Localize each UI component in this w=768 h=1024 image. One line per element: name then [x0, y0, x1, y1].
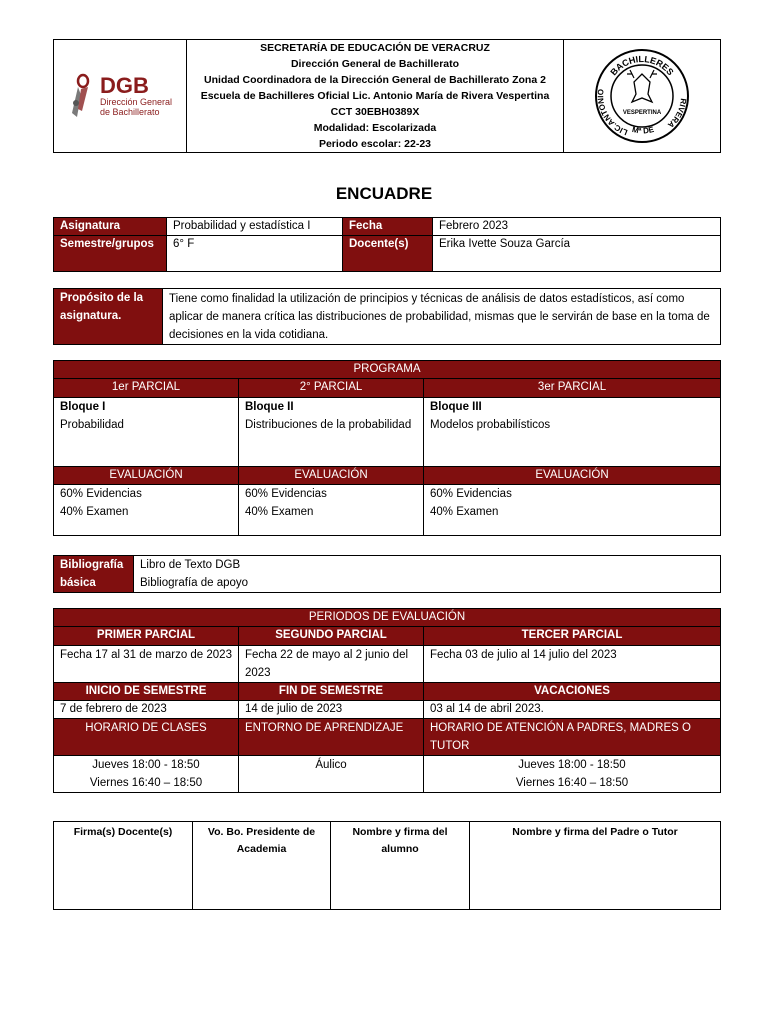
dgb-emblem-icon [68, 73, 94, 119]
semester-value: 6° F [167, 236, 343, 272]
learning-environment [239, 756, 424, 793]
bibliography-item: Libro de Texto DGB [140, 559, 241, 571]
subject-value: Probabilidad y estadística I [167, 218, 343, 236]
school-seal-cell [564, 40, 721, 153]
period-header: HORARIO DE CLASES [54, 719, 239, 756]
bibliography-table [53, 555, 721, 593]
bibliography-label-line: Bibliografía [60, 559, 124, 571]
period-value: Fecha 03 de julio al 14 julio del 2023 [424, 645, 721, 682]
bibliography-item: Bibliografía de apoyo [140, 577, 249, 589]
date-value: Febrero 2023 [433, 218, 721, 236]
evaluation-cell [424, 484, 721, 535]
evaluation-item: 60% Evidencias [60, 487, 142, 500]
purpose-label [54, 289, 163, 345]
period-header: ENTORNO DE APRENDIZAJE [239, 719, 424, 756]
purpose-text: Tiene como finalidad la utilización de principios y técnicas de análisis de datos estadísticos, así como aplicar de manera crítica las distribuciones de probabilidad, mismas que le servirán de base en la toma de decisiones en la vida cotidiana. [163, 289, 721, 345]
block-title: Bloque I [60, 400, 106, 413]
block-title: Bloque II [245, 400, 294, 413]
seal-bottom-text: Mª DE [631, 124, 655, 136]
purpose-label-line: Propósito de la [60, 292, 144, 304]
date-label: Fecha [343, 218, 433, 236]
header-text [187, 40, 564, 153]
header-line: SECRETARÍA DE EDUCACIÓN DE VERACRUZ [260, 42, 490, 54]
period-header: INICIO DE SEMESTRE [54, 682, 239, 700]
program-partial-header: 3er PARCIAL [424, 379, 721, 397]
periods-table [53, 608, 721, 793]
environment-value: Áulico [315, 759, 347, 771]
period-value: Fecha 17 al 31 de marzo de 2023 [54, 645, 239, 682]
evaluation-item: 60% Evidencias [245, 487, 327, 500]
evaluation-header: EVALUACIÓN [424, 466, 721, 484]
program-partial-header: 1er PARCIAL [54, 379, 239, 397]
program-table [53, 360, 721, 536]
teacher-label: Docente(s) [343, 236, 433, 272]
program-title: PROGRAMA [54, 361, 721, 379]
block-topic: Distribuciones de la probabilidad [245, 418, 412, 431]
header-line: Escuela de Bachilleres Oficial Lic. Antonio María de Rivera Vespertina [200, 90, 550, 102]
evaluation-item: 40% Examen [245, 505, 314, 518]
period-header: VACACIONES [424, 682, 721, 700]
dgb-sub-2: de Bachillerato [99, 107, 160, 118]
evaluation-header: EVALUACIÓN [239, 466, 424, 484]
program-block-cell [424, 397, 721, 466]
president-signature-cell: Vo. Bo. Presidente de Academia [193, 822, 331, 910]
period-header: SEGUNDO PARCIAL [239, 627, 424, 645]
period-header: FIN DE SEMESTRE [239, 682, 424, 700]
dgb-logo-cell [54, 40, 187, 153]
school-seal-icon [594, 48, 690, 144]
schedule-line: Jueves 18:00 - 18:50 [92, 759, 200, 771]
period-value: 7 de febrero de 2023 [54, 700, 239, 718]
period-header: HORARIO DE ATENCIÓN A PADRES, MADRES O TUTOR [424, 719, 721, 756]
evaluation-item: 40% Examen [60, 505, 129, 518]
schedule-line: Viernes 16:40 – 18:50 [515, 777, 629, 789]
header-line: Periodo escolar: 22-23 [318, 138, 432, 150]
teacher-signature-cell: Firma(s) Docente(s) [54, 822, 193, 910]
program-block-cell [54, 397, 239, 466]
dgb-sub-1: Dirección General [99, 97, 173, 108]
class-schedule [54, 756, 239, 793]
evaluation-cell [54, 484, 239, 535]
semester-label: Semestre/grupos [54, 236, 167, 272]
subject-table [53, 217, 721, 272]
program-partial-header: 2° PARCIAL [239, 379, 424, 397]
dgb-logo [54, 40, 186, 152]
period-value: Fecha 22 de mayo al 2 junio del 2023 [239, 645, 424, 682]
header-line: Unidad Coordinadora de la Dirección General de Bachillerato Zona 2 [204, 74, 546, 86]
header-line: Dirección General de Bachillerato [290, 58, 460, 70]
evaluation-item: 60% Evidencias [430, 487, 512, 500]
schedule-line: Jueves 18:00 - 18:50 [518, 759, 626, 771]
header-line: Modalidad: Escolarizada [313, 122, 437, 134]
header-table [53, 39, 721, 153]
period-value: 14 de julio de 2023 [239, 700, 424, 718]
block-topic: Probabilidad [60, 418, 124, 431]
block-title: Bloque III [430, 400, 482, 413]
block-topic: Modelos probabilísticos [430, 418, 551, 431]
period-value: 03 al 14 de abril 2023. [424, 700, 721, 718]
seal-top-text: BACHILLERES [608, 53, 676, 78]
evaluation-cell [239, 484, 424, 535]
student-signature-cell: Nombre y firma del alumno [331, 822, 470, 910]
purpose-table [53, 288, 721, 345]
evaluation-header: EVALUACIÓN [54, 466, 239, 484]
period-header: TERCER PARCIAL [424, 627, 721, 645]
dgb-brand: DGB [99, 73, 149, 99]
program-block-cell [239, 397, 424, 466]
page-title: ENCUADRE [335, 184, 433, 203]
bibliography-label [54, 556, 134, 593]
parent-attention-schedule [424, 756, 721, 793]
signatures-table [53, 821, 721, 910]
teacher-value: Erika Ivette Souza García [433, 236, 721, 272]
subject-label: Asignatura [54, 218, 167, 236]
purpose-label-line: asignatura. [60, 310, 122, 322]
bibliography-label-line: básica [60, 577, 96, 589]
tutor-signature-cell: Nombre y firma del Padre o Tutor [470, 822, 721, 910]
seal-right-text: RIVERA [665, 97, 688, 130]
periods-title: PERIODOS DE EVALUACIÓN [54, 609, 721, 627]
seal-left-text: LIC.ANTONIO [596, 88, 629, 137]
seal-center-text: VESPERTINA [622, 110, 662, 116]
schedule-line: Viernes 16:40 – 18:50 [89, 777, 203, 789]
evaluation-item: 40% Examen [430, 505, 499, 518]
bibliography-list [134, 556, 721, 593]
period-header: PRIMER PARCIAL [54, 627, 239, 645]
header-line: CCT 30EBH0389X [330, 106, 420, 118]
